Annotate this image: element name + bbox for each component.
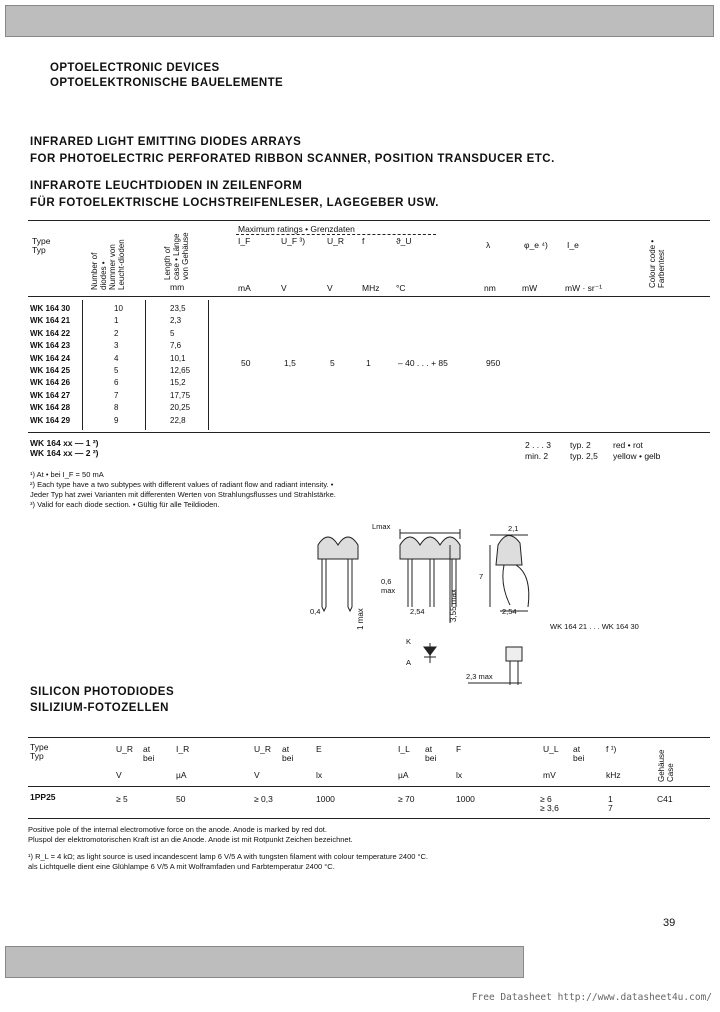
t2-note-3: ¹) R_L = 4 kΩ; as light source is used incandescent lamp 6 V/5 A with tungsten filament with colour temperature 2400 °C.: [28, 852, 428, 861]
dim-lmax: Lmax: [372, 522, 391, 531]
value-temp: – 40 . . . + 85: [398, 358, 448, 368]
diodes-cell: 6: [114, 378, 119, 388]
subtype-1-ie: typ. 2: [570, 440, 591, 450]
length-cell: 22,8: [170, 415, 186, 425]
dim-range: WK 164 21 . . . WK 164 30: [550, 622, 639, 631]
unit-celsius: °C: [396, 283, 406, 293]
section1-title-de-2: FÜR FOTOELEKTRISCHE LOCHSTREIFENLESER, LAGEGEBER USW.: [30, 197, 440, 209]
t2-u-lx2: lx: [456, 770, 463, 780]
section2-title-en: SILICON PHOTODIODES: [30, 686, 175, 698]
page-title-en: OPTOELECTRONIC DEVICES: [50, 62, 220, 74]
col-length-unit: mm: [170, 282, 185, 292]
note-3: ³) Valid for each diode section. • Gültig für alle Teildioden.: [30, 500, 220, 509]
t2-row-khz-1: 1: [608, 794, 613, 804]
t2-h-bei4: bei: [573, 753, 585, 763]
length-cell: 15,2: [170, 378, 186, 388]
section1-title-en-2: FOR PHOTOELECTRIC PERFORATED RIBBON SCANNER, POSITION TRANSDUCER ETC.: [30, 153, 555, 165]
t2-row-khz-2: 7: [608, 803, 613, 813]
unit-mwsr: mW · sr⁻¹: [565, 283, 603, 293]
table1-col-divider-2: [145, 300, 146, 430]
t2-row-f: 1000: [456, 794, 475, 804]
dim-0-6: 0,6: [381, 577, 392, 586]
value-uf: 1,5: [284, 358, 296, 368]
type-cell: WK 164 26: [30, 378, 71, 388]
t2-note-1: Positive pole of the internal electromotive force on the anode. Anode is marked by red dot.: [28, 825, 327, 834]
table2-top-rule: [28, 737, 710, 738]
length-cell: 7,6: [170, 341, 182, 351]
t2-h-ur: U_R: [116, 744, 134, 754]
col-colour-header: Colour code • Farbentest: [648, 239, 666, 288]
t2-h-ir: I_R: [176, 744, 190, 754]
led-array-drawing: [300, 515, 560, 695]
dim-0-4: 0,4: [310, 607, 321, 616]
diodes-cell: 5: [114, 365, 119, 375]
diodes-cell: 8: [114, 403, 119, 413]
t2-h-il: I_L: [398, 744, 410, 754]
t2-u-v2: V: [254, 770, 260, 780]
type-cell: WK 164 22: [30, 328, 71, 338]
unit-v2: V: [327, 283, 333, 293]
sym-if: I_F: [238, 236, 251, 246]
t2-note-4: als Lichtquelle dient eine Glühlampe 6 V/5 A mit Wolframfaden und Farbtemperatur 2400 °C.: [28, 862, 335, 871]
t2-u-lx1: lx: [316, 770, 323, 780]
table1-header-rule: [28, 296, 710, 297]
t2-h-e: E: [316, 744, 322, 754]
t2-h-at4: at: [573, 744, 581, 754]
bottom-scan-bar: [5, 946, 524, 978]
type-cell: WK 164 24: [30, 353, 71, 363]
t2-row-ul-1: ≥ 6: [540, 794, 552, 804]
pin-ka: K: [406, 637, 412, 646]
diodes-cell: 3: [114, 341, 119, 351]
type-cell: WK 164 21: [30, 316, 71, 326]
type-cell: WK 164 23: [30, 341, 71, 351]
length-column: [170, 303, 210, 427]
unit-mw: mW: [522, 283, 538, 293]
dim-2-3: 2,3 max: [466, 672, 493, 681]
t2-h-at1: at: [143, 744, 151, 754]
t2-row-case: C41: [657, 794, 673, 804]
t2-u-khz: kHz: [606, 770, 621, 780]
type-cell: WK 164 29: [30, 415, 71, 425]
unit-ma: mA: [238, 283, 251, 293]
diodes-cell: 4: [114, 353, 119, 363]
max-ratings-header: Maximum ratings • Grenzdaten: [238, 224, 355, 234]
section1-title-en-1: INFRARED LIGHT EMITTING DIODES ARRAYS: [30, 136, 302, 148]
diodes-cell: 10: [114, 304, 123, 313]
t2-row-ul-2: ≥ 3,6: [540, 803, 559, 813]
note-2b: Jeder Typ hat zwei Varianten mit differenten Werten von Strahlungsflusses und Strahlstärke.: [30, 490, 336, 499]
type-label-de: Typ: [32, 245, 46, 255]
table1-body-rule: [28, 432, 710, 433]
table1-top-rule: [28, 220, 710, 221]
t2-row-e: 1000: [316, 794, 335, 804]
length-cell: 5: [170, 328, 175, 338]
subtype-1-colour: red • rot: [613, 440, 643, 450]
dim-2-54b: 2,54: [502, 607, 517, 616]
type-label-en: Type: [32, 236, 51, 246]
diodes-cell: 7: [114, 390, 119, 400]
footer-source[interactable]: Free Datasheet http://www.datasheet4u.com/: [471, 992, 712, 1003]
subtype-2-ie: typ. 2,5: [570, 451, 598, 461]
sym-temp: ϑ_U: [396, 236, 412, 246]
subtype-2-type: WK 164 xx — 2 ²): [30, 448, 99, 458]
subtype-1-phie: 2 . . . 3: [525, 440, 551, 450]
value-f: 1: [366, 358, 371, 368]
t2-h-bei2: bei: [282, 753, 294, 763]
col-length-header: Length of case • Länge von Gehäuse: [163, 232, 190, 280]
sym-f: f: [362, 236, 365, 246]
value-ur: 5: [330, 358, 335, 368]
section2-title-de: SILIZIUM-FOTOZELLEN: [30, 702, 169, 714]
table2-header-rule: [28, 786, 710, 787]
unit-nm: nm: [484, 283, 496, 293]
diodes-cell: 2: [114, 328, 119, 338]
length-cell: 20,25: [170, 403, 191, 413]
t2-row-type: 1PP25: [30, 792, 56, 802]
pin-an: A: [406, 658, 412, 667]
max-ratings-rule: [236, 234, 436, 235]
t2-u-ua1: µA: [176, 770, 187, 780]
length-cell: 12,65: [170, 365, 191, 375]
length-cell: 2,3: [170, 316, 182, 326]
unit-mhz: MHz: [362, 283, 380, 293]
type-cell: WK 164 27: [30, 390, 71, 400]
t2-h-fref: f ¹): [606, 744, 617, 754]
t2-type-label-de: Typ: [30, 751, 44, 761]
t2-note-2: Pluspol der elektromotorischen Kraft ist an die Anode. Anode ist mit Rotpunkt Zeichen bezeichnet.: [28, 835, 353, 844]
t2-row-ur: ≥ 5: [116, 794, 128, 804]
dim-1max: 1 max: [356, 608, 365, 630]
sym-ur: U_R: [327, 236, 345, 246]
sym-ie: I_e: [567, 240, 579, 250]
table2-bottom-rule: [28, 818, 710, 819]
subtype-1-type: WK 164 xx — 1 ²): [30, 438, 99, 448]
length-cell: 23,5: [170, 304, 186, 313]
type-column: [30, 303, 85, 427]
subtype-2-colour: yellow • gelb: [613, 451, 661, 461]
sym-phie: φ_e ⁴): [524, 240, 548, 250]
t2-h-at3: at: [425, 744, 433, 754]
note-2: ²) Each type have a two subtypes with different values of radiant flow and radiant intensity. •: [30, 480, 334, 489]
dim-2-54a: 2,54: [410, 607, 425, 616]
type-cell: WK 164 25: [30, 365, 71, 375]
note-1: ¹) At • bei I_F = 50 mA: [30, 470, 104, 479]
dim-max: max: [381, 586, 396, 595]
sym-lambda: λ: [486, 240, 491, 250]
diodes-cell: 9: [114, 415, 119, 425]
t2-row-ur2: ≥ 0,3: [254, 794, 273, 804]
t2-h-f: F: [456, 744, 462, 754]
t2-h-case: Gehäuse Case: [657, 749, 675, 782]
unit-v1: V: [281, 283, 287, 293]
dim-7: 7: [479, 572, 484, 581]
t2-row-ir: 50: [176, 794, 186, 804]
section1-title-de-1: INFRAROTE LEUCHTDIODEN IN ZEILENFORM: [30, 180, 303, 192]
sym-uf: U_F ³): [281, 236, 306, 246]
dim-3-55: 3,55 max: [449, 589, 458, 622]
page-title-de: OPTOELEKTRONISCHE BAUELEMENTE: [50, 77, 284, 89]
t2-type-label-en: Type: [30, 742, 49, 752]
t2-h-ur2: U_R: [254, 744, 272, 754]
type-cell: WK 164 28: [30, 403, 71, 413]
subtype-2-phie: min. 2: [525, 451, 549, 461]
type-cell: WK 164 30: [30, 304, 71, 313]
diodes-column: [114, 303, 134, 427]
t2-h-at2: at: [282, 744, 290, 754]
t2-h-ul: U_L: [543, 744, 559, 754]
page-number: 39: [663, 917, 676, 929]
length-cell: 17,75: [170, 390, 191, 400]
diodes-cell: 1: [114, 316, 119, 326]
top-scan-bar: [5, 5, 714, 37]
value-if: 50: [241, 358, 251, 368]
t2-u-v1: V: [116, 770, 122, 780]
t2-h-bei1: bei: [143, 753, 155, 763]
value-lambda: 950: [486, 358, 501, 368]
t2-u-mv: mV: [543, 770, 556, 780]
dim-2-1: 2,1: [508, 524, 519, 533]
t2-u-ua2: µA: [398, 770, 409, 780]
length-cell: 10,1: [170, 353, 186, 363]
col-diodes-header: Number of diodes • Nummer von Leucht-dioden: [90, 239, 126, 290]
t2-row-il: ≥ 70: [398, 794, 415, 804]
t2-h-bei3: bei: [425, 753, 437, 763]
